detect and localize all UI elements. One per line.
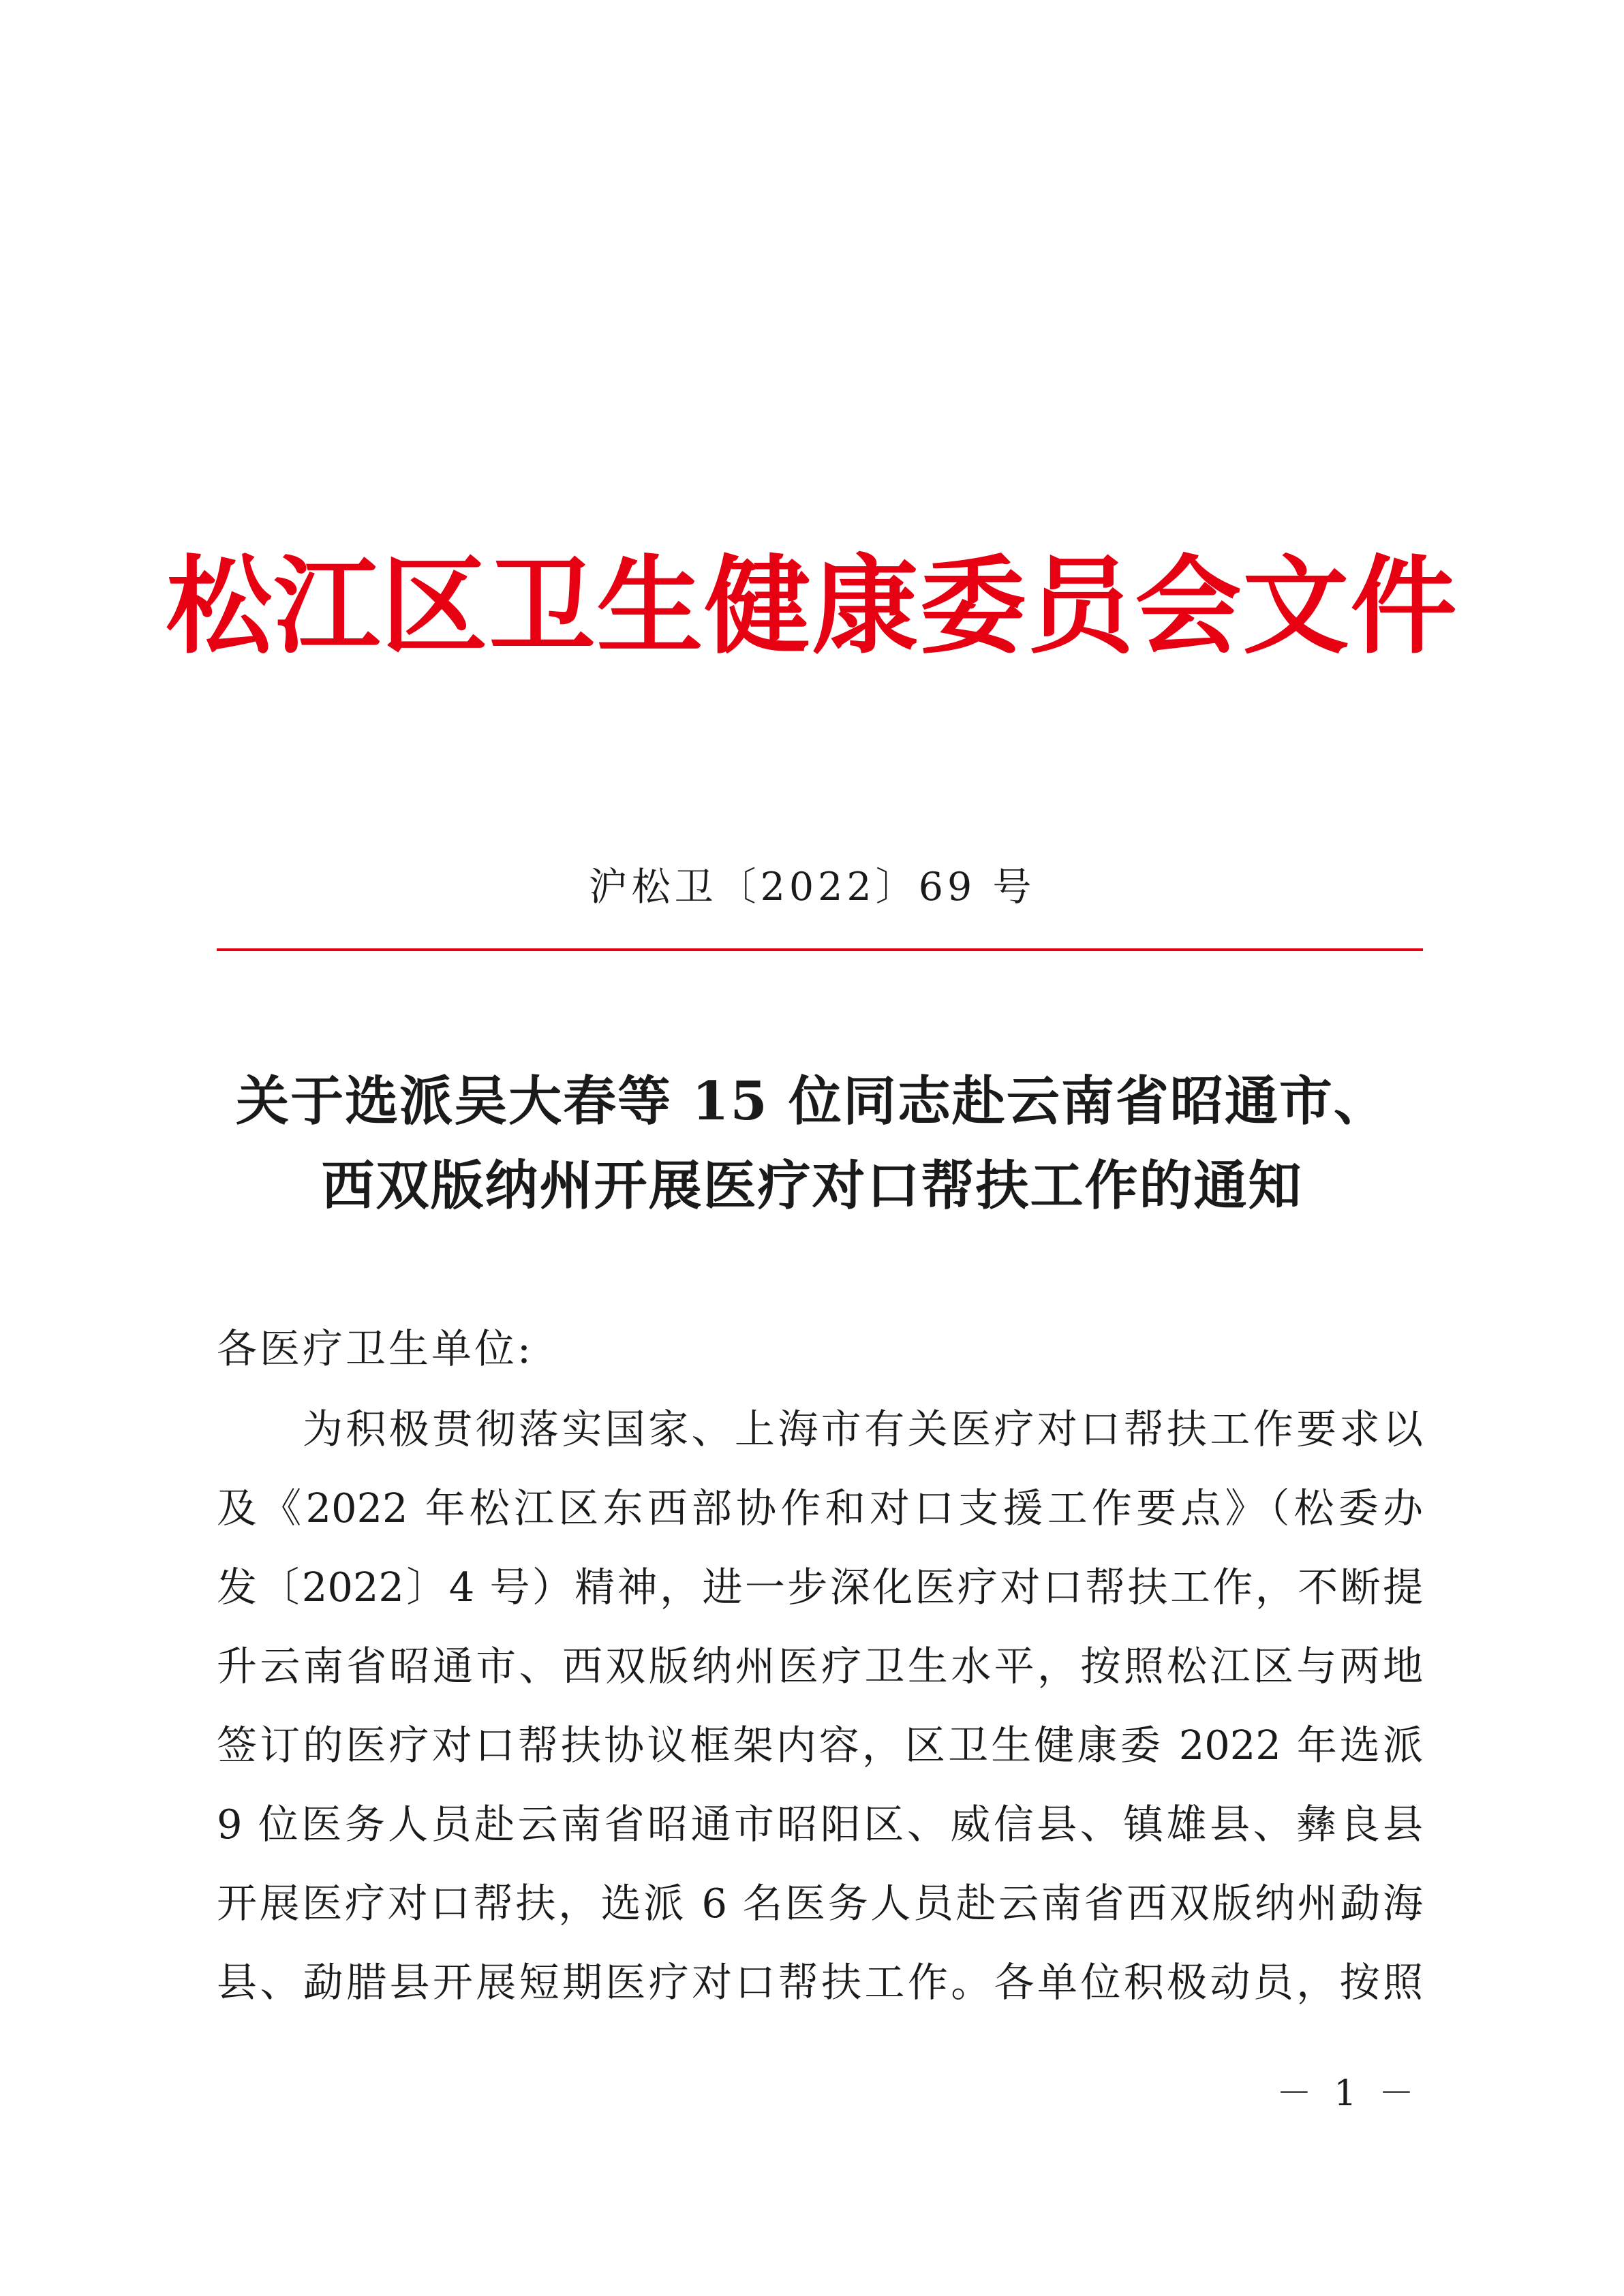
doc-title-line: 关于选派吴大春等 15 位同志赴云南省昭通市、 <box>236 1070 1388 1132</box>
body-line: 升云南省昭通市、西双版纳州医疗卫生水平，按照松江区与两地 <box>217 1643 1423 1690</box>
body-line: 为积极贯彻落实国家、上海市有关医疗对口帮扶工作要求以 <box>303 1406 1423 1453</box>
body-line: 及《2022 年松江区东西部协作和对口支援工作要点》（松委办 <box>217 1485 1423 1532</box>
doc-title-line: 西双版纳州开展医疗对口帮扶工作的通知 <box>321 1155 1303 1217</box>
addressee: 各医疗卫生单位: <box>217 1325 534 1372</box>
body-line: 开展医疗对口帮扶，选派 6 名医务人员赴云南省西双版纳州勐海 <box>217 1880 1423 1927</box>
org-title: 松江区卫生健康委员会文件 <box>166 544 1458 668</box>
body-text <box>217 1402 1423 2034</box>
body-line: 签订的医疗对口帮扶协议框架内容，区卫生健康委 2022 年选派 <box>217 1722 1423 1769</box>
body-line: 县、勐腊县开展短期医疗对口帮扶工作。各单位积极动员，按照 <box>217 1959 1423 2006</box>
doc-title <box>0 1059 1624 1228</box>
red-divider <box>217 948 1423 951</box>
doc-number: 沪松卫〔2022〕69 号 <box>588 865 1036 910</box>
body-line: 9 位医务人员赴云南省昭通市昭阳区、威信县、镇雄县、彝良县 <box>217 1801 1423 1848</box>
body-line: 发〔2022〕4 号）精神，进一步深化医疗对口帮扶工作，不断提 <box>217 1564 1423 1611</box>
page-number: － 1 － <box>1276 2073 1420 2114</box>
